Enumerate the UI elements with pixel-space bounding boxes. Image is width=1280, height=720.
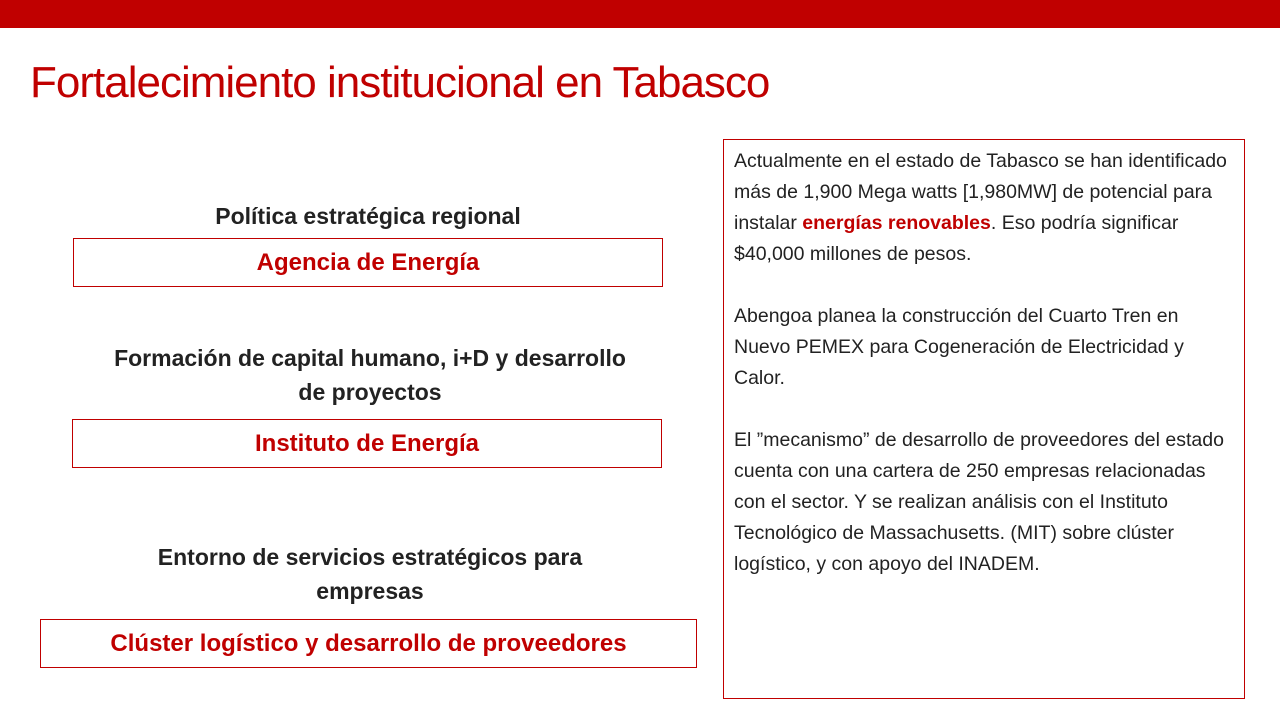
renewables-highlight: energías renovables xyxy=(802,212,991,234)
cluster-box: Clúster logístico y desarrollo de proveedores xyxy=(40,619,697,668)
section-heading-services: Entorno de servicios estratégicos para empresas xyxy=(157,544,583,604)
info-paragraph-renewables xyxy=(734,146,1234,270)
info-paragraph-suppliers: El ”mecanismo” de desarrollo de proveedores del estado cuenta con una cartera de 250 empresas relacionadas con el sector. Y se realizan análisis con el Instituto Tecnológico de Massachusetts. (MIT) sobre clúster logístico, y con apoyo del INADEM. xyxy=(734,429,1224,575)
info-paragraph-abengoa: Abengoa planea la construcción del Cuarto Tren en Nuevo PEMEX para Cogeneración de Electricidad y Calor. xyxy=(734,305,1184,389)
institute-box: Instituto de Energía xyxy=(72,419,662,468)
info-panel xyxy=(723,139,1245,699)
info-text: . Eso podría significar $40,000 millones de pesos. xyxy=(734,212,1179,265)
agency-box: Agencia de Energía xyxy=(73,238,663,287)
slide-title: Fortalecimiento institucional en Tabasco xyxy=(30,58,770,107)
section-heading-human-capital: Formación de capital humano, i+D y desarrollo de proyectos xyxy=(114,345,626,405)
section-heading-policy: Política estratégica regional xyxy=(215,203,521,229)
info-text: Actualmente en el estado de Tabasco se han identificado más de 1,900 Mega watts [1,980MW] de potencial para instalar xyxy=(734,150,1227,234)
top-accent-bar xyxy=(0,0,1280,28)
